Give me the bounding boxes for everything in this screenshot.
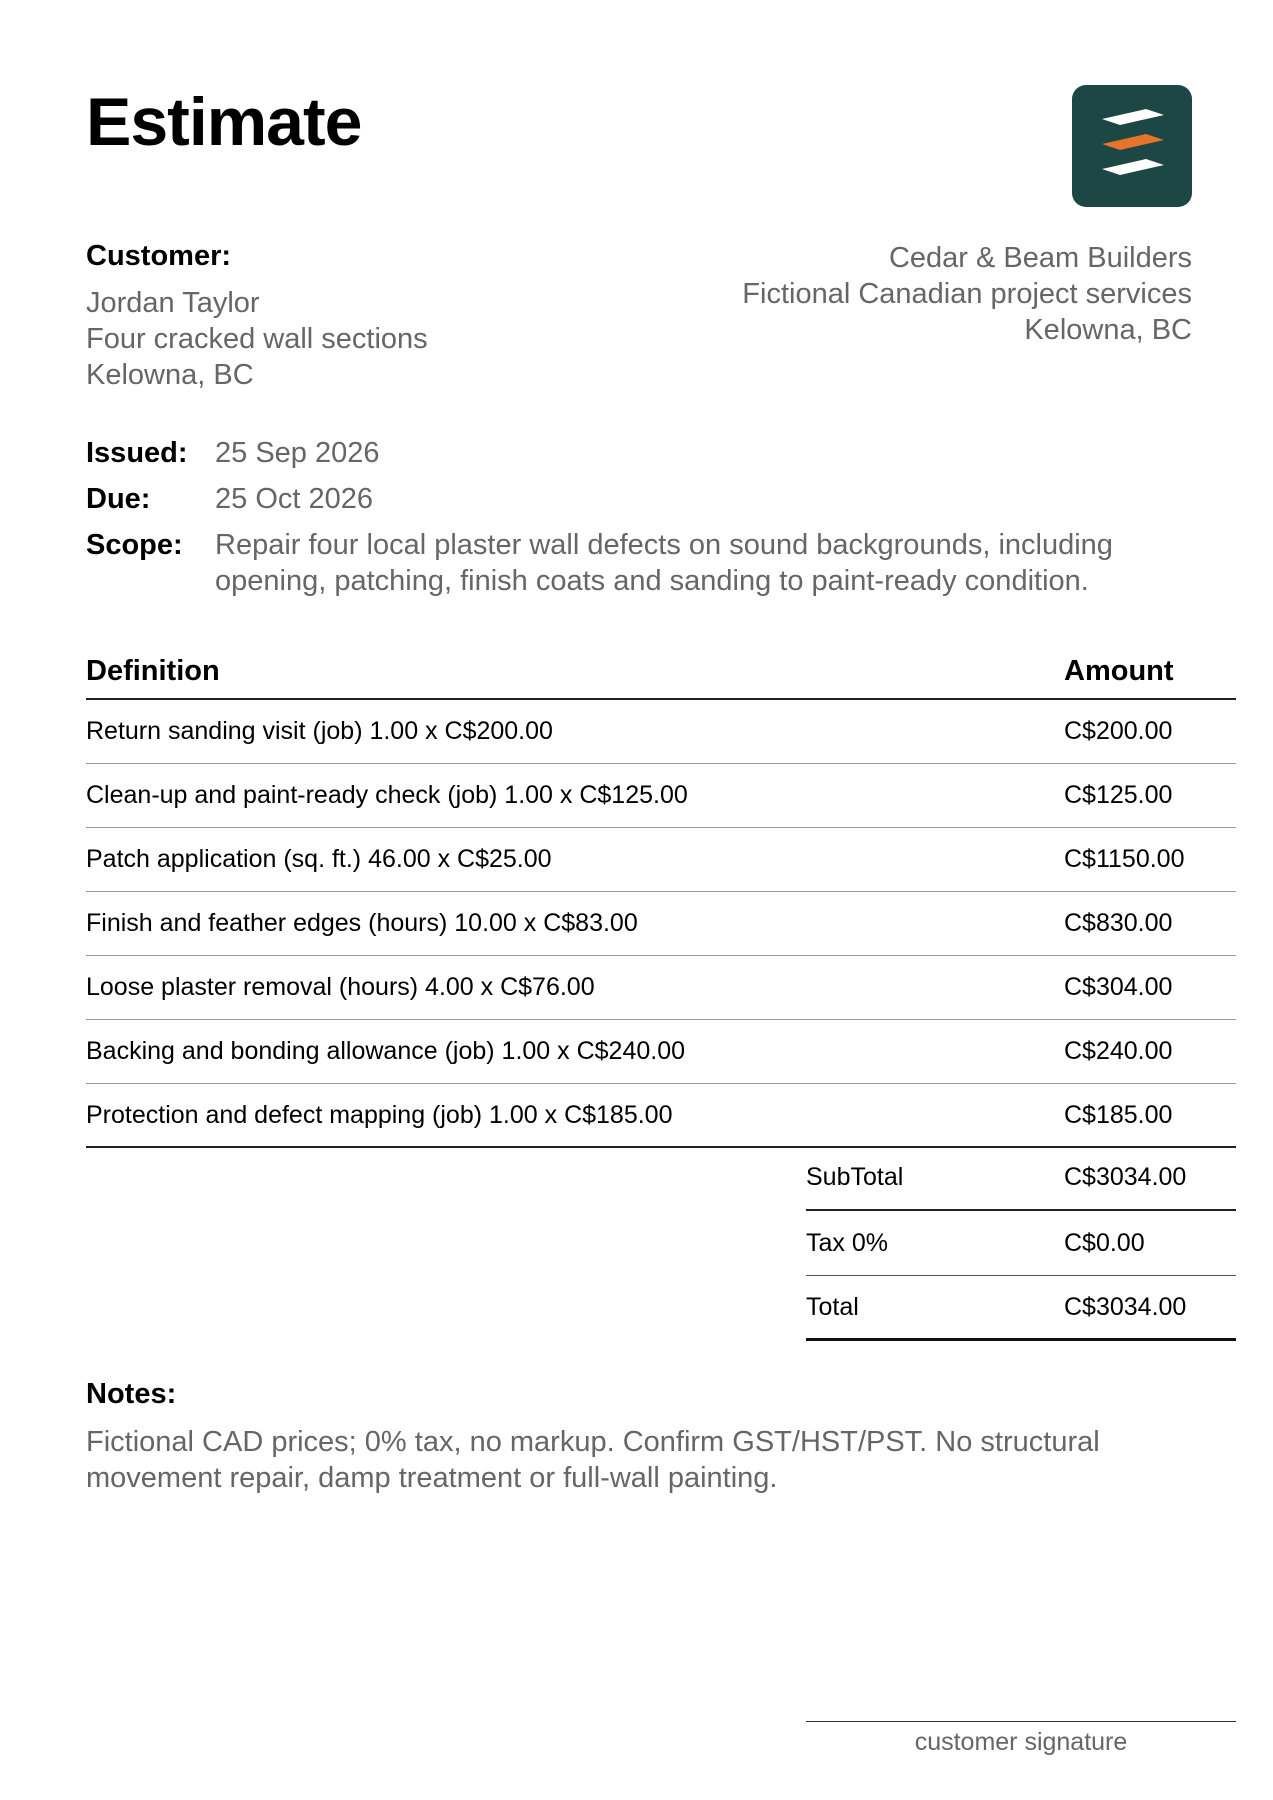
customer-location: Kelowna, BC xyxy=(86,359,254,391)
table-header xyxy=(86,655,1236,700)
table-row xyxy=(86,956,1236,1020)
customer-details xyxy=(86,285,428,393)
company-location: Kelowna, BC xyxy=(1024,314,1192,346)
row-definition: Loose plaster removal (hours) 4.00 x C$76.00 xyxy=(86,973,595,1001)
customer-name: Jordan Taylor xyxy=(86,287,260,319)
signature-line xyxy=(806,1721,1236,1722)
table-row xyxy=(86,764,1236,828)
row-amount: C$125.00 xyxy=(1064,781,1173,809)
scope-label: Scope: xyxy=(86,529,183,561)
row-amount: C$240.00 xyxy=(1064,1037,1173,1065)
page-title: Estimate xyxy=(86,84,362,160)
subtotal-row xyxy=(806,1146,1236,1211)
issued-date: 25 Sep 2026 xyxy=(215,437,380,469)
company-tagline: Fictional Canadian project services xyxy=(742,278,1192,310)
customer-label: Customer: xyxy=(86,240,232,272)
issued-label: Issued: xyxy=(86,437,188,469)
total-label: Total xyxy=(806,1292,859,1321)
row-definition: Finish and feather edges (hours) 10.00 x C$83.00 xyxy=(86,909,638,937)
signature-label: customer signature xyxy=(914,1728,1128,1756)
company-name: Cedar & Beam Builders xyxy=(888,242,1192,274)
table-row xyxy=(86,700,1236,764)
layers-icon xyxy=(1072,85,1192,207)
notes-text: Fictional CAD prices; 0% tax, no markup. Confirm GST/HST/PST. No structural movement repair, damp treatment or full-wall painting. xyxy=(86,1426,1100,1494)
line-items-table xyxy=(86,655,1236,1148)
row-definition: Clean-up and paint-ready check (job) 1.00 x C$125.00 xyxy=(86,781,688,809)
amount-header: Amount xyxy=(1064,655,1174,687)
company-details xyxy=(742,240,1192,348)
table-row xyxy=(86,1020,1236,1084)
definition-header: Definition xyxy=(86,655,220,687)
total-row xyxy=(806,1276,1236,1341)
customer-project: Four cracked wall sections xyxy=(86,323,428,355)
notes-label: Notes: xyxy=(86,1378,177,1410)
due-row xyxy=(86,481,1206,517)
table-row xyxy=(86,828,1236,892)
scope-row xyxy=(86,527,1206,599)
subtotal-label: SubTotal xyxy=(806,1163,904,1191)
issued-row xyxy=(86,435,1206,471)
company-logo xyxy=(1072,85,1192,207)
tax-value: C$0.00 xyxy=(1064,1228,1145,1257)
due-label: Due: xyxy=(86,483,151,515)
table-row xyxy=(86,892,1236,956)
row-amount: C$830.00 xyxy=(1064,909,1173,937)
row-definition: Return sanding visit (job) 1.00 x C$200.00 xyxy=(86,717,553,745)
subtotal-value: C$3034.00 xyxy=(1064,1163,1187,1191)
totals-block xyxy=(806,1146,1236,1341)
total-value: C$3034.00 xyxy=(1064,1292,1187,1321)
row-amount: C$200.00 xyxy=(1064,717,1173,745)
row-definition: Protection and defect mapping (job) 1.00 x C$185.00 xyxy=(86,1100,673,1129)
scope-text: Repair four local plaster wall defects on sound backgrounds, including opening, patching, finish coats and sanding to paint-ready condition. xyxy=(215,529,1113,597)
row-definition: Patch application (sq. ft.) 46.00 x C$25.00 xyxy=(86,845,552,873)
table-row xyxy=(86,1084,1236,1148)
row-amount: C$304.00 xyxy=(1064,973,1173,1001)
tax-label: Tax 0% xyxy=(806,1228,888,1257)
row-definition: Backing and bonding allowance (job) 1.00 x C$240.00 xyxy=(86,1037,686,1065)
tax-row xyxy=(806,1211,1236,1276)
estimate-meta xyxy=(86,435,1206,609)
row-amount: C$185.00 xyxy=(1064,1100,1173,1129)
due-date: 25 Oct 2026 xyxy=(215,483,373,515)
row-amount: C$1150.00 xyxy=(1064,845,1185,873)
